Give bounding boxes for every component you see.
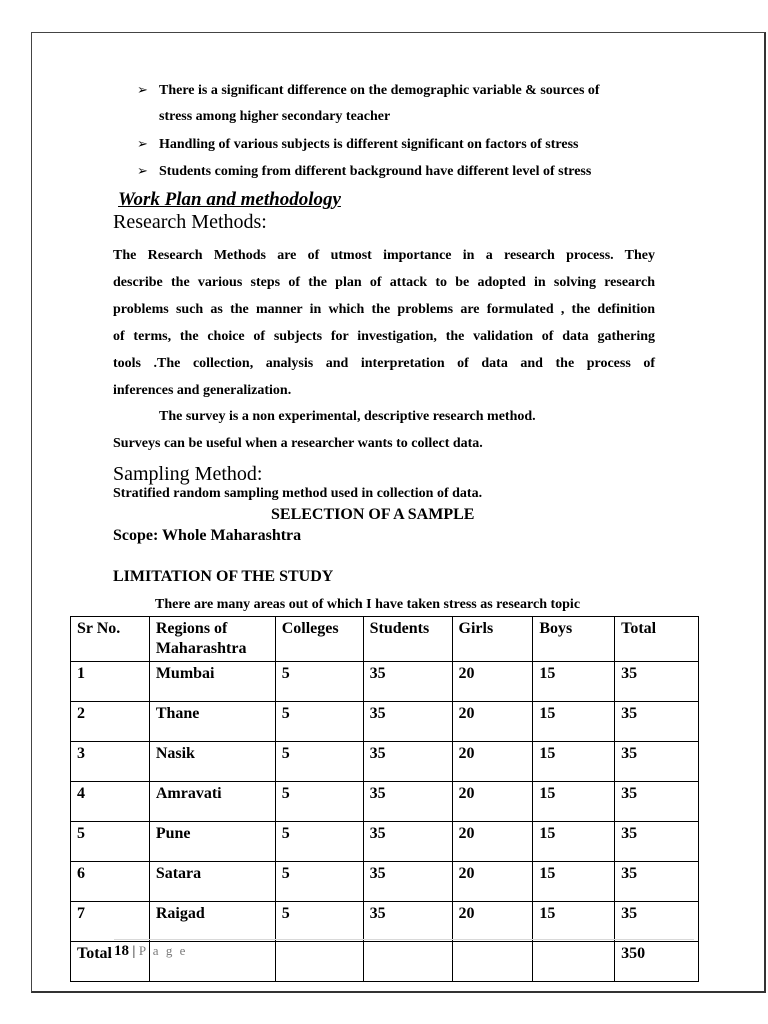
- cell-colleges: 5: [275, 702, 363, 742]
- table-row: [71, 702, 699, 742]
- cell-total: 35: [615, 782, 699, 822]
- cell-students: 35: [363, 782, 452, 822]
- cell-boys: 15: [533, 822, 615, 862]
- paragraph-line-5: tools .The collection, analysis and interpretation of data and the process of: [113, 356, 655, 371]
- surveys-useful-line: Surveys can be useful when a researcher wants to collect data.: [113, 436, 483, 451]
- scope-line: Scope: Whole Maharashtra: [113, 527, 302, 544]
- cell-region: Pune: [149, 822, 275, 862]
- cell-colleges: 5: [275, 862, 363, 902]
- cell-girls: 20: [452, 702, 533, 742]
- cell-total: 35: [615, 662, 699, 702]
- limitation-heading: LIMITATION OF THE STUDY: [113, 568, 334, 585]
- header-region: [149, 617, 275, 662]
- footer-separator: |: [132, 944, 136, 959]
- cell-total-label: Total: [71, 942, 150, 982]
- page-footer: [114, 943, 187, 960]
- table-row: [71, 862, 699, 902]
- cell-students: 35: [363, 742, 452, 782]
- arrow-bullet-icon: ➢: [137, 82, 148, 97]
- arrow-bullet-icon: ➢: [137, 163, 148, 178]
- cell-empty: [452, 942, 533, 982]
- cell-sr: 4: [71, 782, 150, 822]
- cell-students: 35: [363, 822, 452, 862]
- table-row: [71, 742, 699, 782]
- cell-girls: 20: [452, 862, 533, 902]
- cell-girls: 20: [452, 742, 533, 782]
- bullet-item-1: [137, 82, 600, 99]
- cell-sr: 6: [71, 862, 150, 902]
- bullet-item-3: [137, 163, 591, 180]
- sampling-method-heading: Sampling Method:: [113, 463, 263, 485]
- header-total: Total: [615, 617, 699, 662]
- header-boys: Boys: [533, 617, 615, 662]
- sample-table: [70, 616, 699, 982]
- header-students: Students: [363, 617, 452, 662]
- paragraph-line-6: inferences and generalization.: [113, 383, 292, 398]
- table-row: [71, 662, 699, 702]
- cell-region: Thane: [149, 702, 275, 742]
- header-sr: Sr No.: [71, 617, 150, 662]
- cell-colleges: 5: [275, 662, 363, 702]
- cell-total: 35: [615, 822, 699, 862]
- cell-boys: 15: [533, 702, 615, 742]
- bullet-text-1b: stress among higher secondary teacher: [159, 109, 391, 124]
- cell-colleges: 5: [275, 902, 363, 942]
- cell-region: Satara: [149, 862, 275, 902]
- cell-colleges: 5: [275, 742, 363, 782]
- cell-girls: 20: [452, 902, 533, 942]
- cell-grand-total: 350: [615, 942, 699, 982]
- header-girls: Girls: [452, 617, 533, 662]
- header-colleges: Colleges: [275, 617, 363, 662]
- sampling-text: Stratified random sampling method used in collection of data.: [113, 486, 483, 501]
- bullet-text-2: Handling of various subjects is different significant on factors of stress: [159, 137, 579, 152]
- cell-total: 35: [615, 862, 699, 902]
- table-row: [71, 822, 699, 862]
- cell-region: Raigad: [149, 902, 275, 942]
- cell-students: 35: [363, 662, 452, 702]
- cell-region: Nasik: [149, 742, 275, 782]
- cell-empty: [275, 942, 363, 982]
- work-plan-heading: Work Plan and methodology: [118, 189, 341, 210]
- bullet-item-2: [137, 136, 578, 153]
- table-row: [71, 782, 699, 822]
- limitation-text: There are many areas out of which I have taken stress as research topic: [155, 597, 581, 612]
- cell-students: 35: [363, 862, 452, 902]
- cell-sr: 3: [71, 742, 150, 782]
- header-region-line1: Regions of: [155, 620, 228, 637]
- cell-boys: 15: [533, 742, 615, 782]
- cell-boys: 15: [533, 902, 615, 942]
- cell-total: 35: [615, 742, 699, 782]
- footer-rule: [114, 939, 694, 940]
- bullet-text-3: Students coming from different background have different level of stress: [159, 164, 592, 179]
- cell-empty: [533, 942, 615, 982]
- cell-girls: 20: [452, 662, 533, 702]
- cell-sr: 7: [71, 902, 150, 942]
- cell-sr: 5: [71, 822, 150, 862]
- bullet-text-1a: There is a significant difference on the demographic variable & sources of: [159, 83, 600, 98]
- header-region-line2: Maharashtra: [155, 640, 247, 657]
- paragraph-line-4: of terms, the choice of subjects for investigation, the validation of data gathering: [113, 329, 655, 344]
- cell-region: Mumbai: [149, 662, 275, 702]
- cell-girls: 20: [452, 822, 533, 862]
- cell-total: 35: [615, 702, 699, 742]
- cell-students: 35: [363, 702, 452, 742]
- table-row: [71, 902, 699, 942]
- cell-total: 35: [615, 902, 699, 942]
- cell-boys: 15: [533, 662, 615, 702]
- cell-region: Amravati: [149, 782, 275, 822]
- page-word: P a g e: [138, 943, 188, 958]
- cell-empty: [363, 942, 452, 982]
- cell-colleges: 5: [275, 822, 363, 862]
- cell-sr: 1: [71, 662, 150, 702]
- selection-heading: SELECTION OF A SAMPLE: [271, 506, 475, 523]
- paragraph-line-2: describe the various steps of the plan of attack to be adopted in solving research: [113, 275, 655, 290]
- arrow-bullet-icon: ➢: [137, 136, 148, 151]
- cell-sr: 2: [71, 702, 150, 742]
- cell-boys: 15: [533, 862, 615, 902]
- paragraph-line-3: problems such as the manner in which the problems are formulated , the definition: [113, 302, 655, 317]
- cell-girls: 20: [452, 782, 533, 822]
- cell-colleges: 5: [275, 782, 363, 822]
- survey-line: The survey is a non experimental, descriptive research method.: [159, 409, 536, 424]
- table-header-row: [71, 617, 699, 662]
- paragraph-line-1: The Research Methods are of utmost importance in a research process. They: [113, 248, 655, 263]
- cell-boys: 15: [533, 782, 615, 822]
- page-number: 18: [114, 943, 129, 959]
- cell-students: 35: [363, 902, 452, 942]
- research-methods-heading: Research Methods:: [113, 211, 267, 233]
